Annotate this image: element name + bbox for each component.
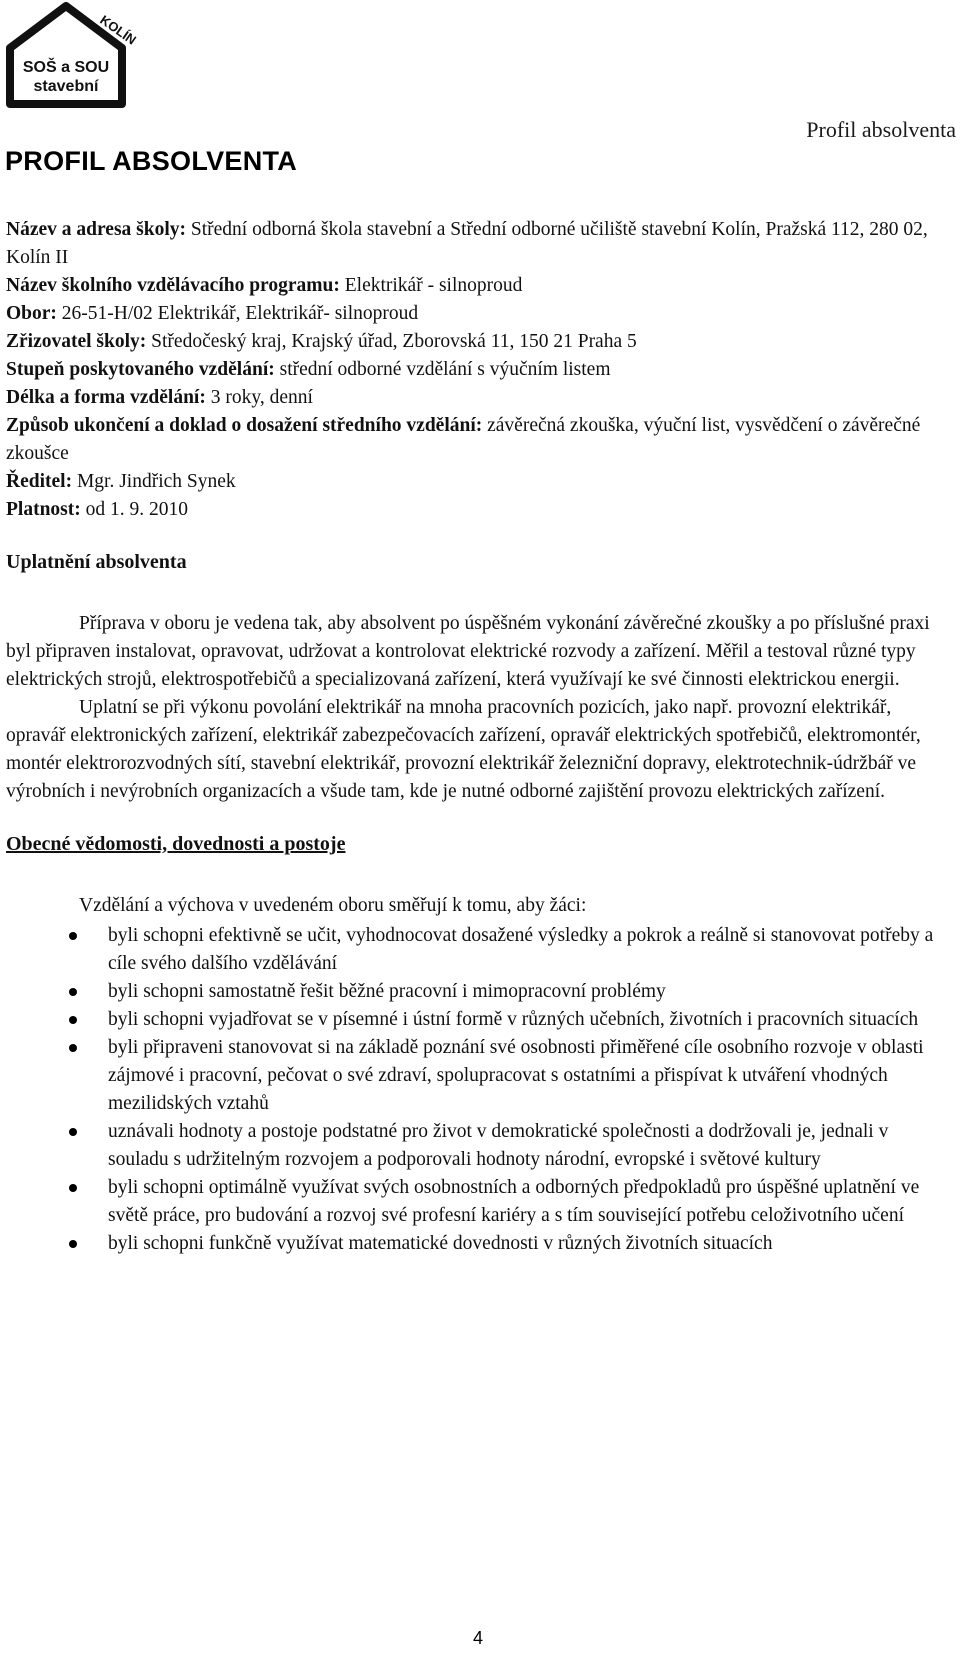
- list-item-text: byli schopni samostatně řešit běžné pracovní i mimopracovní problémy: [108, 981, 666, 1002]
- info-value: Středočeský kraj, Krajský úřad, Zborovská 11, 150 21 Praha 5: [151, 331, 637, 352]
- info-value: 26-51-H/02 Elektrikář, Elektrikář- silnoproud: [61, 303, 419, 324]
- list-item-text: byli schopni efektivně se učit, vyhodnocovat dosažené výsledky a pokrok a reálně si stanovovat potřeby a cíle svého dalšího vzdělávání: [108, 925, 934, 974]
- list-item: [6, 1230, 954, 1258]
- info-validity: [6, 496, 954, 524]
- list-intro: Vzdělání a výchova v uvedeném oboru směřují k tomu, aby žáci:: [79, 895, 587, 916]
- info-value: střední odborné vzdělání s výučním listem: [279, 359, 611, 380]
- info-label: Ředitel:: [6, 471, 73, 492]
- info-label: Stupeň poskytovaného vzdělání:: [6, 359, 275, 380]
- info-label: Délka a forma vzdělání:: [6, 387, 206, 408]
- info-value: Mgr. Jindřich Synek: [76, 471, 236, 492]
- logo-line2: stavební: [33, 78, 99, 95]
- page-title: PROFIL ABSOLVENTA: [5, 146, 298, 176]
- paragraph: Uplatní se při výkonu povolání elektrikář na mnoha pracovních pozicích, jako např. provozní elektrikář, opravář elektronických zařízení, elektrikář zabezpečovacích zařízení, opravář elektrických spotřebičů, elektromontér, montér elektrorozvodných sítí, stavební elektrikář, provozní elektrikář železniční dopravy, elektrotechnik-údržbář ve výrobních i nevýrobních organizacích a všude tam, kde je nutné odborné zajištění provozu elektrických zařízení.: [6, 697, 921, 802]
- info-program-name: [6, 272, 954, 300]
- list-item: [6, 1006, 954, 1034]
- bullet-icon: [69, 1184, 77, 1192]
- goals-list: [6, 922, 954, 1258]
- school-info: [6, 216, 954, 524]
- bullet-icon: [69, 988, 77, 996]
- school-logo: [4, 0, 144, 112]
- bullet-icon: [69, 1016, 77, 1024]
- section-heading: Obecné vědomosti, dovednosti a postoje: [6, 833, 346, 855]
- list-item: [6, 922, 954, 978]
- info-field: [6, 300, 954, 328]
- document-body: [6, 216, 954, 1258]
- section-obecne: [6, 830, 954, 1258]
- list-item: [6, 1174, 954, 1230]
- info-duration: [6, 384, 954, 412]
- info-value: Elektrikář - silnoproud: [344, 275, 523, 296]
- house-roof-icon: [4, 0, 144, 112]
- info-value: Střední odborná škola stavební a Střední odborné učiliště stavební Kolín, Pražská 112, 280 02, Kolín II: [6, 219, 928, 268]
- info-value: od 1. 9. 2010: [85, 499, 188, 520]
- info-label: Název a adresa školy:: [6, 219, 187, 240]
- info-education-level: [6, 356, 954, 384]
- bullet-icon: [69, 1128, 77, 1136]
- info-label: Zřizovatel školy:: [6, 331, 147, 352]
- page-number: 4: [473, 1628, 484, 1648]
- paragraph: Příprava v oboru je vedena tak, aby absolvent po úspěšném vykonání závěrečné zkoušky a po příslušné praxi byl připraven instalovat, opravovat, udržovat a kontrolovat elektrické rozvody a zařízení. Měřil a testoval různé typy elektrických strojů, elektrospotřebičů a specializovaná zařízení, která využívají ke své činnosti elektrickou energii.: [6, 613, 930, 690]
- section-heading: Uplatnění absolventa: [6, 551, 187, 573]
- list-item: [6, 1034, 954, 1118]
- info-label: Obor:: [6, 303, 57, 324]
- header-label: Profil absolventa: [806, 117, 956, 142]
- info-label: Název školního vzdělávacího programu:: [6, 275, 340, 296]
- info-label: Způsob ukončení a doklad o dosažení středního vzdělání:: [6, 415, 483, 436]
- info-completion: [6, 412, 954, 468]
- list-item-text: byli schopni vyjadřovat se v písemné i ústní formě v různých učebních, životních i pracovních situacích: [108, 1009, 919, 1030]
- bullet-icon: [69, 1240, 77, 1248]
- info-value: závěrečná zkouška, výuční list, vysvědčení o závěrečné zkoušce: [6, 415, 921, 464]
- bullet-icon: [69, 1044, 77, 1052]
- info-value: 3 roky, denní: [210, 387, 313, 408]
- list-item-text: byli připraveni stanovovat si na základě poznání své osobnosti přiměřené cíle osobního rozvoje v oblasti zájmové i pracovní, pečovat o své zdraví, spolupracovat s ostatními a přispívat k utváření vhodných mezilidských vztahů: [108, 1037, 924, 1114]
- list-item-text: byli schopni funkčně využívat matematické dovednosti v různých životních situacích: [108, 1233, 773, 1254]
- logo-town: KOLÍN: [97, 12, 140, 48]
- info-director: [6, 468, 954, 496]
- logo-line1: SOŠ a SOU: [22, 59, 110, 76]
- bullet-icon: [69, 932, 77, 940]
- list-item-text: uznávali hodnoty a postoje podstatné pro život v demokratické společnosti a dodržovali je, jednali v souladu s udržitelným rozvojem a podporovali hodnoty národní, evropské i světové kultury: [108, 1121, 889, 1170]
- info-founder: [6, 328, 954, 356]
- list-item-text: byli schopni optimálně využívat svých osobnostních a odborných předpokladů pro úspěšné uplatnění ve světě práce, pro budování a rozvoj své profesní kariéry a s tím související potřebu celoživotního učení: [108, 1177, 920, 1226]
- info-school-address: [6, 216, 954, 272]
- info-label: Platnost:: [6, 499, 81, 520]
- section-uplatneni: [6, 548, 954, 806]
- list-item: [6, 978, 954, 1006]
- list-item: [6, 1118, 954, 1174]
